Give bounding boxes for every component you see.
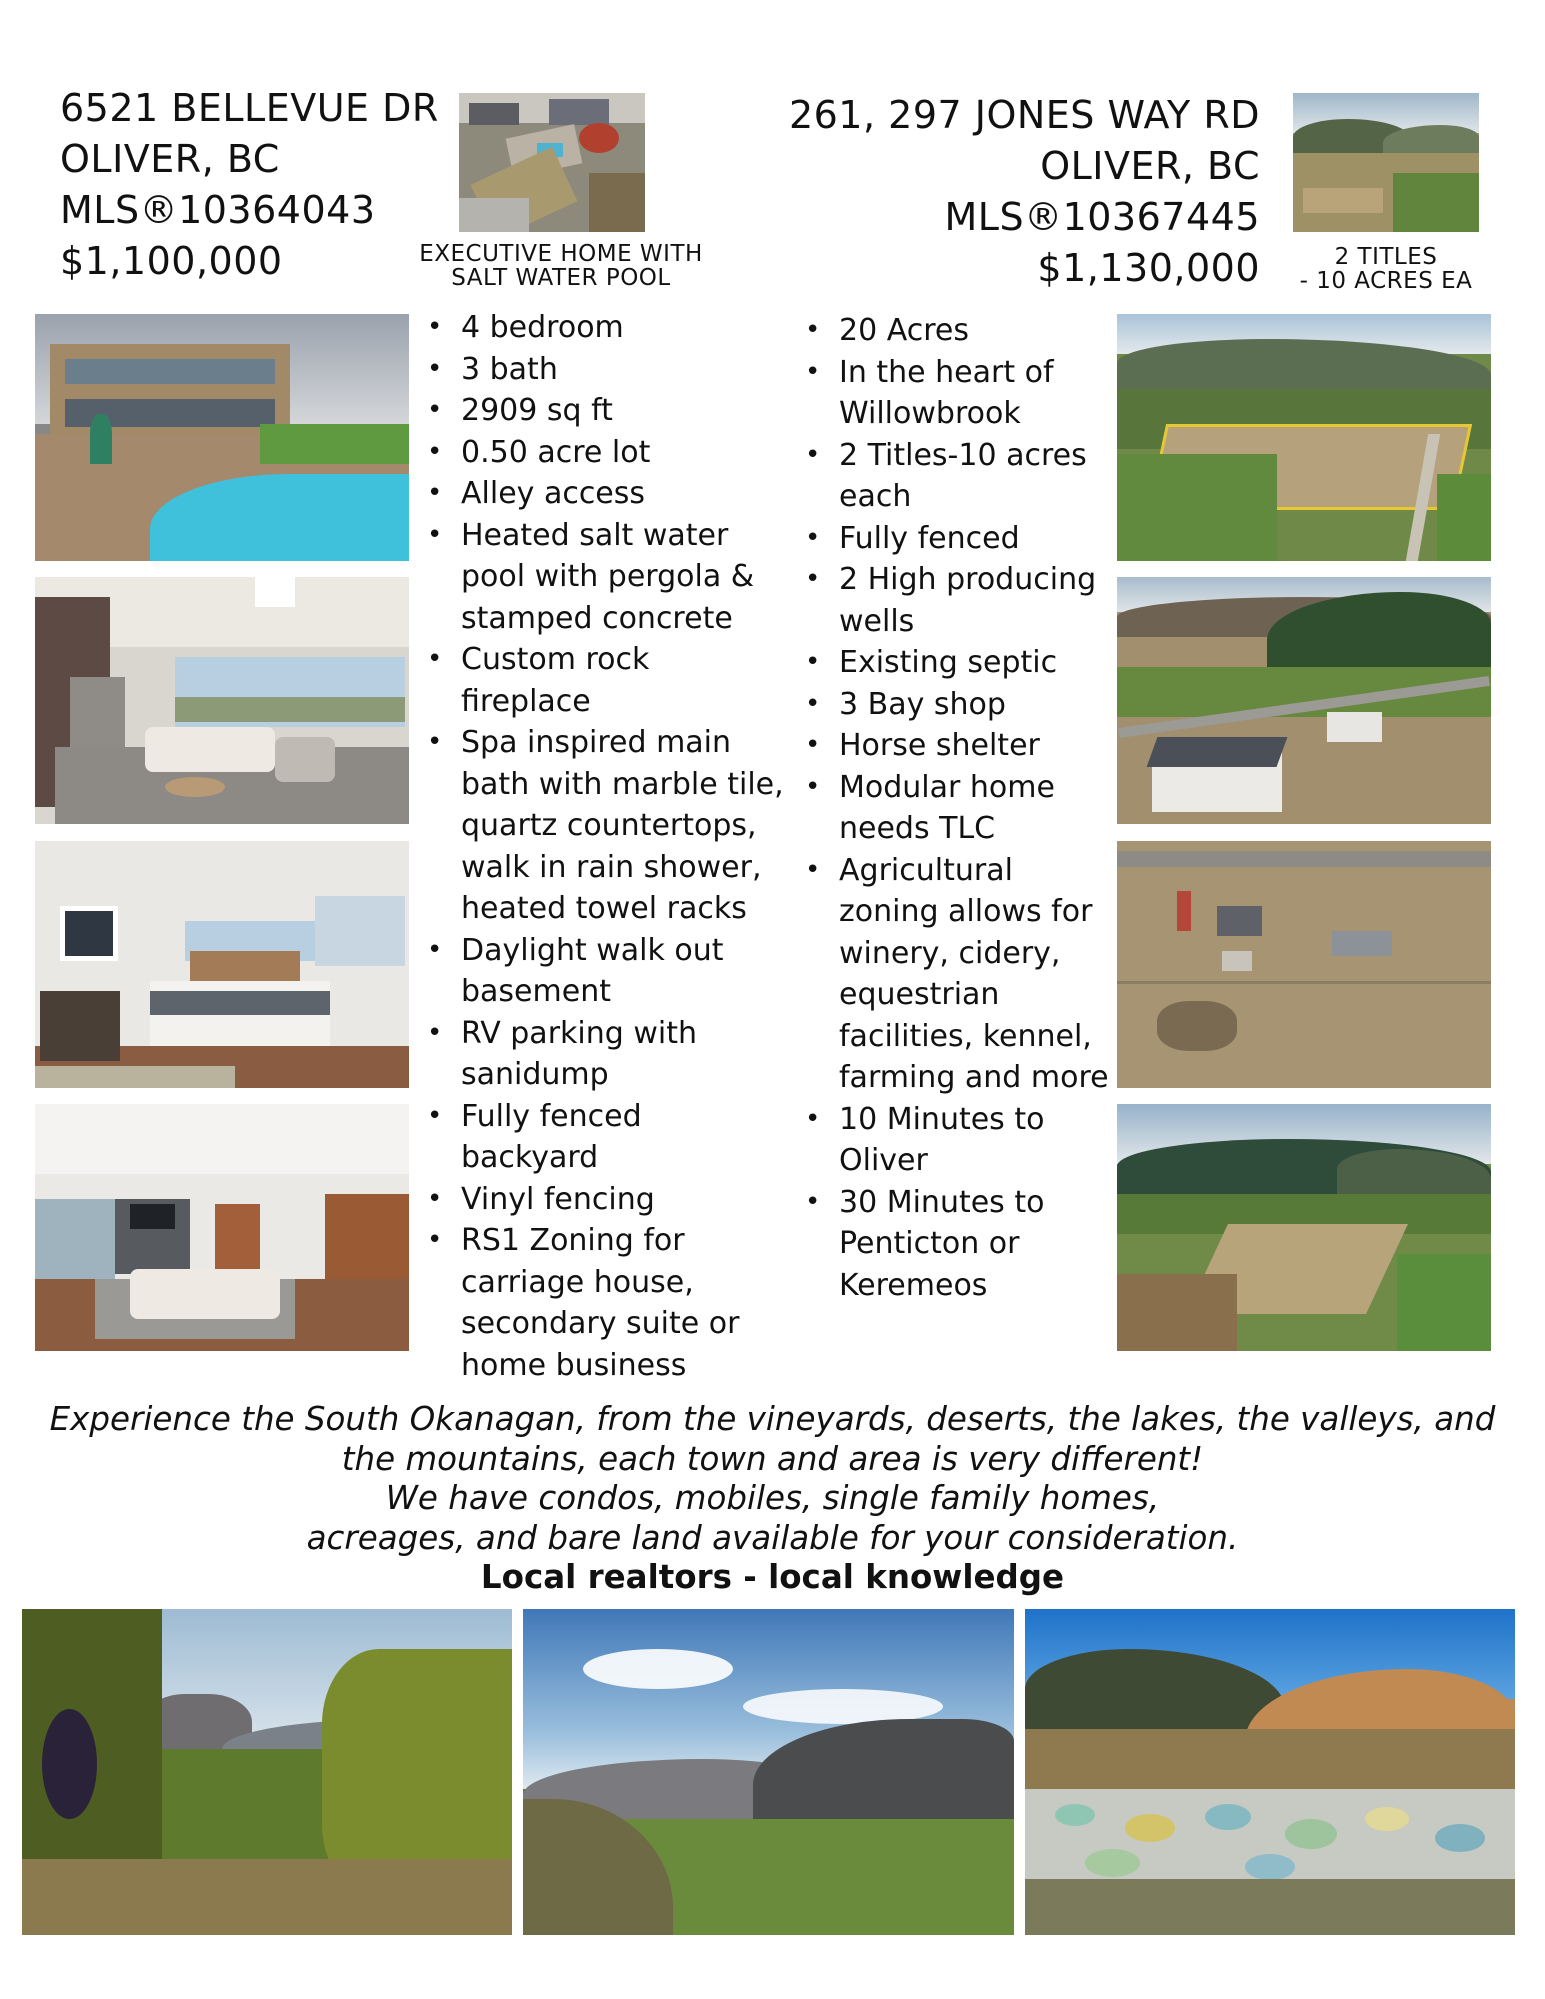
left-aerial-thumbnail xyxy=(459,93,645,232)
left-mls-number: MLS®10364043 xyxy=(60,188,376,232)
right-feature-11-line1: • 30 Minutes to xyxy=(839,1184,1045,1220)
right-valley-thumbnail xyxy=(1293,93,1479,232)
property-overhead-photo xyxy=(1117,841,1491,1088)
left-feature-7-line5: heated towel racks xyxy=(461,891,747,926)
right-feature-0: 20 Acres xyxy=(839,313,969,348)
left-address-line1: 6521 BELLEVUE DR xyxy=(60,86,439,130)
right-feature-9-line2: zoning allows for xyxy=(839,894,1093,929)
basement-family-room-photo xyxy=(35,1104,409,1351)
right-feature-9-line1: • Agricultural xyxy=(839,852,1013,888)
left-feature-8-line2: basement xyxy=(461,974,611,1009)
right-listing-header xyxy=(789,90,1260,294)
right-feature-10-line1: • 10 Minutes to xyxy=(839,1101,1045,1137)
tagline-line3: We have condos, mobiles, single family homes, xyxy=(385,1479,1160,1517)
list-item xyxy=(424,639,784,722)
bedroom-photo xyxy=(35,841,409,1088)
slogan: Local realtors - local knowledge xyxy=(480,1558,1065,1596)
left-feature-10-line1: • Fully fenced xyxy=(461,1098,642,1134)
left-caption-line1: EXECUTIVE HOME WITH xyxy=(419,241,703,267)
right-feature-list xyxy=(802,310,1122,1306)
list-item xyxy=(424,390,784,432)
tagline-line4: acreages, and bare land available for your consideration. xyxy=(306,1518,1239,1557)
right-feature-11-line3: Keremeos xyxy=(839,1267,988,1303)
left-feature-5-line3: stamped concrete xyxy=(461,600,733,636)
tagline-block xyxy=(20,1400,1525,1598)
right-feature-6: 3 Bay shop xyxy=(839,686,1006,722)
left-feature-list xyxy=(424,307,784,1386)
left-feature-9-line2: sanidump xyxy=(461,1057,609,1092)
right-feature-9-line5: facilities, kennel, xyxy=(839,1018,1092,1054)
left-feature-12-line3: secondary suite or xyxy=(461,1306,740,1341)
tagline-line1: Experience the South Okanagan, from the vineyards, deserts, the lakes, the valleys, and xyxy=(49,1400,1496,1438)
right-address-line1: 261, 297 JONES WAY RD xyxy=(788,93,1260,137)
spotted-lake-photo xyxy=(1025,1609,1515,1935)
right-feature-4-line1: • 2 High producing xyxy=(839,562,1097,597)
right-feature-1-line1: • In the heart of xyxy=(839,354,1054,390)
right-address-line2: OLIVER, BC xyxy=(1040,144,1260,188)
list-item xyxy=(802,684,1122,726)
right-price: $1,130,000 xyxy=(1037,246,1260,290)
left-feature-9-line1: • RV parking with xyxy=(461,1015,697,1051)
list-item xyxy=(802,352,1122,435)
acreage-aerial-photo xyxy=(1117,314,1491,561)
left-address-line2: OLIVER, BC xyxy=(60,137,280,181)
living-room-photo xyxy=(35,577,409,824)
list-item xyxy=(802,850,1122,1099)
pool-photo xyxy=(35,314,409,561)
left-feature-12-line2: carriage house, xyxy=(461,1264,694,1300)
left-thumbnail-caption xyxy=(400,242,722,290)
left-caption-line2: SALT WATER POOL xyxy=(451,265,671,291)
left-feature-5-line2: pool with pergola & xyxy=(461,559,755,594)
right-feature-4-line2: wells xyxy=(839,603,915,639)
right-feature-1-line2: Willowbrook xyxy=(839,396,1021,431)
list-item xyxy=(802,725,1122,767)
left-feature-1: 3 bath xyxy=(461,351,558,387)
right-feature-8-line2: needs TLC xyxy=(839,811,996,846)
right-feature-2-line1: • 2 Titles-10 acres xyxy=(839,437,1087,473)
right-feature-3: Fully fenced xyxy=(839,520,1020,556)
tagline-line2: the mountains, each town and area is very different! xyxy=(341,1439,1204,1478)
right-feature-5: Existing septic xyxy=(839,645,1058,680)
list-item xyxy=(802,310,1122,352)
list-item xyxy=(802,1099,1122,1182)
left-price: $1,100,000 xyxy=(60,239,283,283)
left-feature-7-line4: walk in rain shower, xyxy=(461,849,762,885)
left-feature-0: 4 bedroom xyxy=(461,310,624,345)
list-item xyxy=(802,518,1122,560)
list-item xyxy=(424,1096,784,1179)
left-listing-header xyxy=(60,83,439,287)
left-feature-8-line1: • Daylight walk out xyxy=(461,932,724,968)
right-feature-9-line3: winery, cidery, xyxy=(839,935,1061,971)
list-item xyxy=(424,930,784,1013)
list-item xyxy=(424,1220,784,1386)
right-feature-11-line2: Penticton or xyxy=(839,1226,1020,1261)
valley-acreage-photo xyxy=(1117,1104,1491,1351)
list-item xyxy=(424,1013,784,1096)
left-feature-5-line1: • Heated salt water xyxy=(461,517,729,553)
right-feature-9-line4: equestrian xyxy=(839,977,1000,1012)
list-item xyxy=(424,722,784,930)
left-feature-7-line3: quartz countertops, xyxy=(461,808,757,843)
list-item xyxy=(802,642,1122,684)
list-item xyxy=(424,432,784,474)
right-feature-8-line1: • Modular home xyxy=(839,769,1055,805)
right-mls-number: MLS®10367445 xyxy=(944,195,1260,239)
right-thumbnail-caption xyxy=(1286,245,1486,293)
right-caption-line1: 2 TITLES xyxy=(1334,244,1438,270)
okanagan-valley-photo xyxy=(523,1609,1014,1935)
right-feature-7: Horse shelter xyxy=(839,728,1040,763)
list-item xyxy=(424,349,784,391)
left-feature-7-line2: bath with marble tile, xyxy=(461,766,784,802)
left-feature-3: 0.50 acre lot xyxy=(461,434,651,470)
right-feature-9-line6: farming and more xyxy=(839,1060,1109,1095)
left-feature-6-line1: • Custom rock xyxy=(461,642,650,677)
left-feature-12-line4: home business xyxy=(461,1347,687,1383)
list-item xyxy=(802,1182,1122,1307)
list-item xyxy=(802,767,1122,850)
left-feature-2: 2909 sq ft xyxy=(461,393,613,428)
list-item xyxy=(424,307,784,349)
left-feature-7-line1: • Spa inspired main xyxy=(461,725,732,760)
left-feature-4: Alley access xyxy=(461,476,646,511)
list-item xyxy=(424,1179,784,1221)
shop-and-home-aerial-photo xyxy=(1117,577,1491,824)
vineyard-photo xyxy=(22,1609,512,1935)
left-feature-6-line2: fireplace xyxy=(461,683,591,719)
list-item xyxy=(424,473,784,515)
list-item xyxy=(424,515,784,640)
right-feature-10-line2: Oliver xyxy=(839,1143,928,1178)
left-feature-11: Vinyl fencing xyxy=(461,1181,655,1217)
list-item xyxy=(802,435,1122,518)
right-caption-line2: - 10 ACRES EA xyxy=(1299,268,1473,294)
left-feature-10-line2: backyard xyxy=(461,1140,599,1175)
left-feature-12-line1: • RS1 Zoning for xyxy=(461,1223,685,1258)
list-item xyxy=(802,559,1122,642)
right-feature-2-line2: each xyxy=(839,479,912,514)
